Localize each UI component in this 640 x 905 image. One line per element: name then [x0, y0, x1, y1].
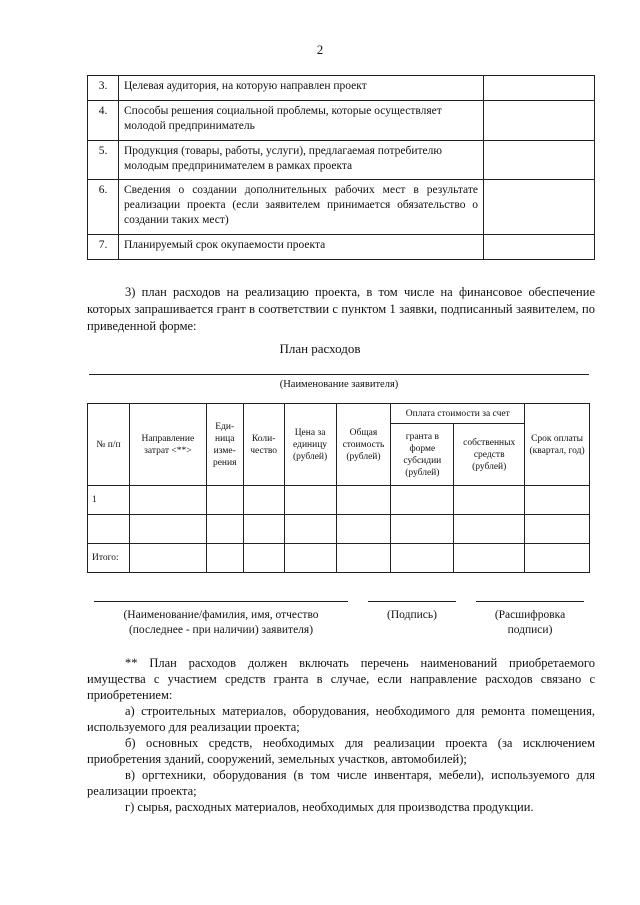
table-cell[interactable] [206, 515, 243, 544]
project-info-table [87, 75, 595, 260]
table-row [88, 101, 595, 141]
footnote-item-c: в) оргтехники, оборудования (в том числе инвентаря, мебели), используемого для реализации проекта; [87, 768, 595, 798]
signature-decode-line[interactable] [476, 601, 584, 602]
table-row [88, 180, 595, 235]
table-cell[interactable] [336, 515, 391, 544]
total-label: Итого: [88, 544, 130, 573]
plan-title: План расходов [279, 341, 361, 356]
applicant-name-label: (Наименование заявителя) [279, 379, 399, 390]
header-deadline: Срок оплаты (квартал, год) [525, 404, 590, 486]
table-cell[interactable] [284, 515, 336, 544]
header-total-cost: Общая стоимость (рублей) [336, 404, 391, 486]
signature-decode-label: (Расшифровка подписи) [494, 609, 566, 636]
table-cell[interactable] [129, 515, 206, 544]
applicant-name-line[interactable] [89, 374, 589, 375]
table-cell[interactable] [243, 515, 284, 544]
header-unit: Еди-ница изме-рения [206, 404, 243, 486]
page-number: 2 [316, 42, 324, 57]
table-cell[interactable] [206, 544, 243, 573]
row-number: 7. [88, 235, 119, 260]
table-row [88, 486, 590, 515]
row-value-cell[interactable] [484, 235, 595, 260]
row-text: Планируемый срок окупаемости проекта [119, 235, 484, 260]
name-signature-line[interactable] [94, 601, 348, 602]
table-cell[interactable] [284, 544, 336, 573]
table-cell[interactable] [391, 544, 454, 573]
header-unit-price: Цена за единицу (рублей) [284, 404, 336, 486]
table-cell[interactable] [243, 544, 284, 573]
signature-label: (Подпись) [387, 609, 437, 621]
table-cell[interactable] [129, 486, 206, 515]
row-value-cell[interactable] [484, 141, 595, 180]
table-cell[interactable] [454, 486, 525, 515]
footnotes [87, 655, 595, 815]
table-row [88, 235, 595, 260]
table-cell[interactable] [129, 544, 206, 573]
row-number: 6. [88, 180, 119, 235]
row-text: Продукция (товары, работы, услуги), предлагаемая потребителю молодым предпринимателем в рамках проекта [119, 141, 484, 180]
row-number: 1 [88, 486, 130, 515]
row-value-cell[interactable] [484, 101, 595, 141]
footnote-item-d: г) сырья, расходных материалов, необходимых для производства продукции. [125, 800, 534, 814]
row-text: Способы решения социальной проблемы, которые осуществляет молодой предприниматель [119, 101, 484, 141]
name-label: (Наименование/фамилия, имя, отчество (последнее - при наличии) заявителя) [123, 609, 319, 636]
table-row [88, 141, 595, 180]
table-cell[interactable] [525, 486, 590, 515]
row-value-cell[interactable] [484, 76, 595, 101]
table-cell[interactable] [454, 544, 525, 573]
header-direction: Направление затрат <**> [129, 404, 206, 486]
row-number: 3. [88, 76, 119, 101]
total-row [88, 544, 590, 573]
table-cell[interactable] [206, 486, 243, 515]
expense-plan-table [87, 403, 590, 573]
header-grant: гранта в форме субсидии (рублей) [391, 424, 454, 486]
table-cell[interactable] [525, 515, 590, 544]
header-num: № п/п [88, 404, 130, 486]
intro-paragraph: 3) план расходов на реализацию проекта, в том числе на финансовое обеспечение которых запрашивается грант в соответствии с пунктом 1 заявки, подписанный заявителем, по приведенной форме: [87, 285, 595, 333]
signature-line[interactable] [368, 601, 456, 602]
row-number [88, 515, 130, 544]
row-value-cell[interactable] [484, 180, 595, 235]
table-cell[interactable] [391, 486, 454, 515]
table-cell[interactable] [336, 544, 391, 573]
table-cell[interactable] [525, 544, 590, 573]
row-text: Сведения о создании дополнительных рабочих мест в результате реализации проекта (если заявителем принимается обязательство о создании таких мест) [119, 180, 484, 235]
table-cell[interactable] [336, 486, 391, 515]
footnote-item-b: б) основных средств, необходимых для реализации проекта (за исключением приобретения зданий, сооружений, земельных участков, автомобилей); [87, 736, 595, 766]
table-cell[interactable] [391, 515, 454, 544]
row-number: 4. [88, 101, 119, 141]
header-payment: Оплата стоимости за счет [391, 404, 525, 424]
table-cell[interactable] [243, 486, 284, 515]
footnote-intro: ** План расходов должен включать перечень наименований приобретаемого имущества с участием средств гранта в случае, если направление расходов связано с приобретением: [87, 656, 595, 702]
table-cell[interactable] [284, 486, 336, 515]
footnote-item-a: а) строительных материалов, оборудования, необходимого для ремонта помещения, используемого для реализации проекта; [87, 704, 595, 734]
table-row [88, 76, 595, 101]
row-number: 5. [88, 141, 119, 180]
table-cell[interactable] [454, 515, 525, 544]
header-quantity: Коли-чество [243, 404, 284, 486]
row-text: Целевая аудитория, на которую направлен проект [119, 76, 484, 101]
table-row [88, 515, 590, 544]
header-own-funds: собственных средств (рублей) [454, 424, 525, 486]
